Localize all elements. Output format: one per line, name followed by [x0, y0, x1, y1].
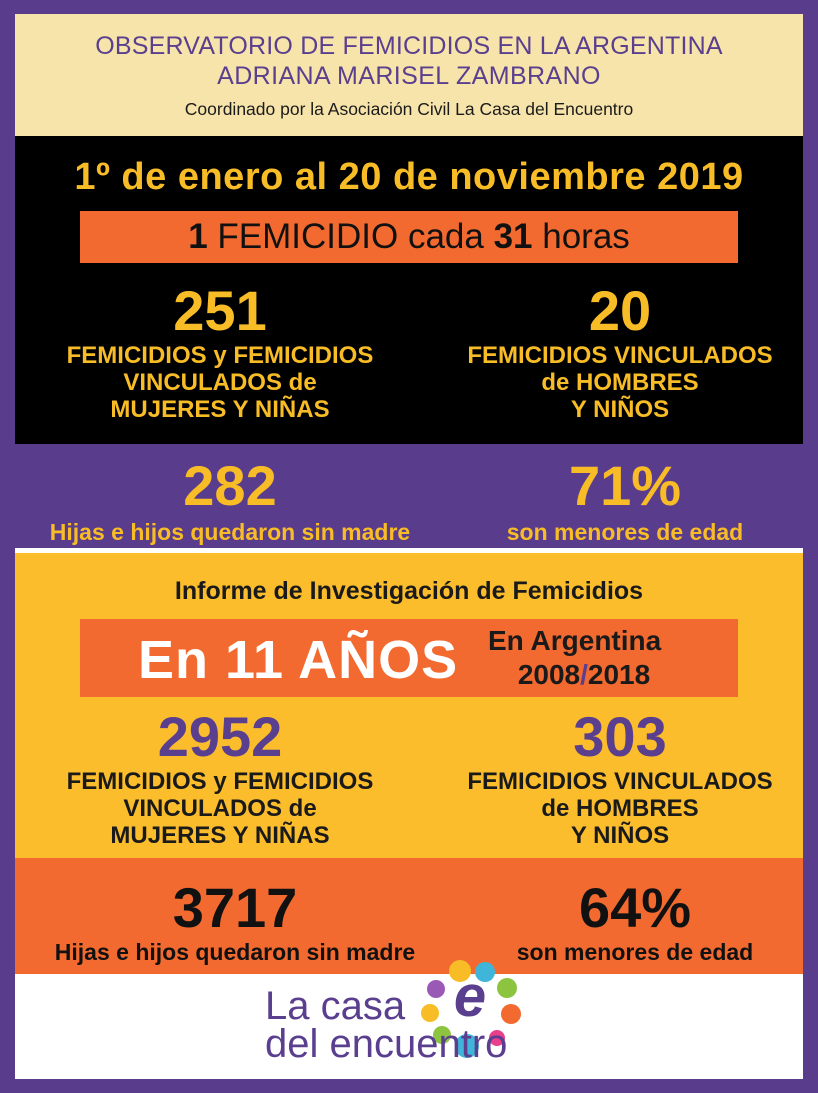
logo-line2: del encuentro: [265, 1022, 508, 1066]
linked-2019-stat: [455, 279, 785, 424]
minors-11y-label: son menores de edad: [516, 939, 754, 965]
linked-11y-label-line2: de HOMBRES: [541, 794, 699, 822]
femicides-11y-label-line3: MUJERES Y NIÑAS: [110, 821, 330, 849]
period-2019-orphans-section: [15, 444, 803, 548]
logo-e-letter: e: [453, 964, 487, 1029]
logo-area: [15, 964, 803, 1079]
orphans-2019-value: 282: [183, 454, 277, 517]
orphans-2019-label: Hijas e hijos quedaron sin madre: [49, 519, 411, 545]
femicides-11y-stat: [55, 705, 385, 850]
orphans-11y-value: 3717: [172, 876, 298, 939]
report-years: [488, 659, 680, 691]
rate-count: 1: [188, 217, 208, 256]
report-span-band: [80, 619, 738, 697]
linked-11y-label-line3: Y NIÑOS: [570, 821, 670, 849]
femicides-2019-label-line1: FEMICIDIOS y FEMICIDIOS: [66, 342, 374, 369]
linked-2019-value: 20: [588, 279, 652, 342]
orphans-11y-label: Hijas e hijos quedaron sin madre: [54, 939, 416, 965]
orphans-11y-stat: [35, 876, 435, 966]
infographic: [15, 14, 803, 1079]
orphans-2019-stat: [35, 454, 425, 546]
report-section: [15, 553, 803, 858]
coordination-note: Coordinado por la Asociación Civil La Casa del Encuentro: [184, 99, 634, 119]
minors-2019-value: 71%: [568, 454, 682, 517]
rate-hours: 31: [493, 217, 533, 256]
femicides-2019-stat: [55, 279, 385, 424]
linked-2019-label-line3: Y NIÑOS: [570, 395, 670, 423]
femicides-11y-value: 2952: [157, 705, 283, 768]
report-span: En 11 AÑOS: [138, 630, 459, 690]
report-year-slash: /: [580, 659, 588, 690]
observatory-title: OBSERVATORIO DE FEMICIDIOS EN LA ARGENTINA: [95, 32, 723, 60]
femicides-2019-label-line2: VINCULADOS de: [123, 368, 317, 396]
linked-11y-label-line1: FEMICIDIOS VINCULADOS: [467, 768, 773, 795]
minors-2019-label: son menores de edad: [506, 519, 744, 545]
date-range: 1º de enero al 20 de noviembre 2019: [74, 156, 744, 198]
femicides-2019-value: 251: [173, 279, 267, 342]
minors-11y-value: 64%: [578, 876, 692, 939]
rate-text: FEMICIDIO cada: [207, 217, 494, 256]
report-orphans-section: [15, 858, 803, 974]
period-2019-section: [15, 136, 803, 444]
femicides-11y-label-line2: VINCULADOS de: [123, 794, 317, 822]
linked-2019-label-line2: de HOMBRES: [541, 368, 699, 396]
logo-line1: La casa: [265, 984, 406, 1028]
rate-banner: [80, 211, 738, 263]
femicides-11y-label-line1: FEMICIDIOS y FEMICIDIOS: [66, 768, 374, 795]
linked-11y-value: 303: [573, 705, 667, 768]
minors-11y-stat: [485, 876, 785, 966]
femicides-2019-label-line3: MUJERES Y NIÑAS: [110, 395, 330, 423]
rate-unit: horas: [532, 217, 630, 256]
header: [15, 14, 803, 136]
linked-11y-stat: [455, 705, 785, 850]
report-year-start: 2008: [517, 659, 581, 690]
minors-2019-stat: [465, 454, 785, 546]
observatory-name: ADRIANA MARISEL ZAMBRANO: [217, 62, 601, 90]
report-country: En Argentina: [488, 625, 662, 656]
linked-2019-label-line1: FEMICIDIOS VINCULADOS: [467, 342, 773, 369]
report-year-end: 2018: [587, 659, 651, 690]
report-title: Informe de Investigación de Femicidios: [174, 577, 644, 605]
